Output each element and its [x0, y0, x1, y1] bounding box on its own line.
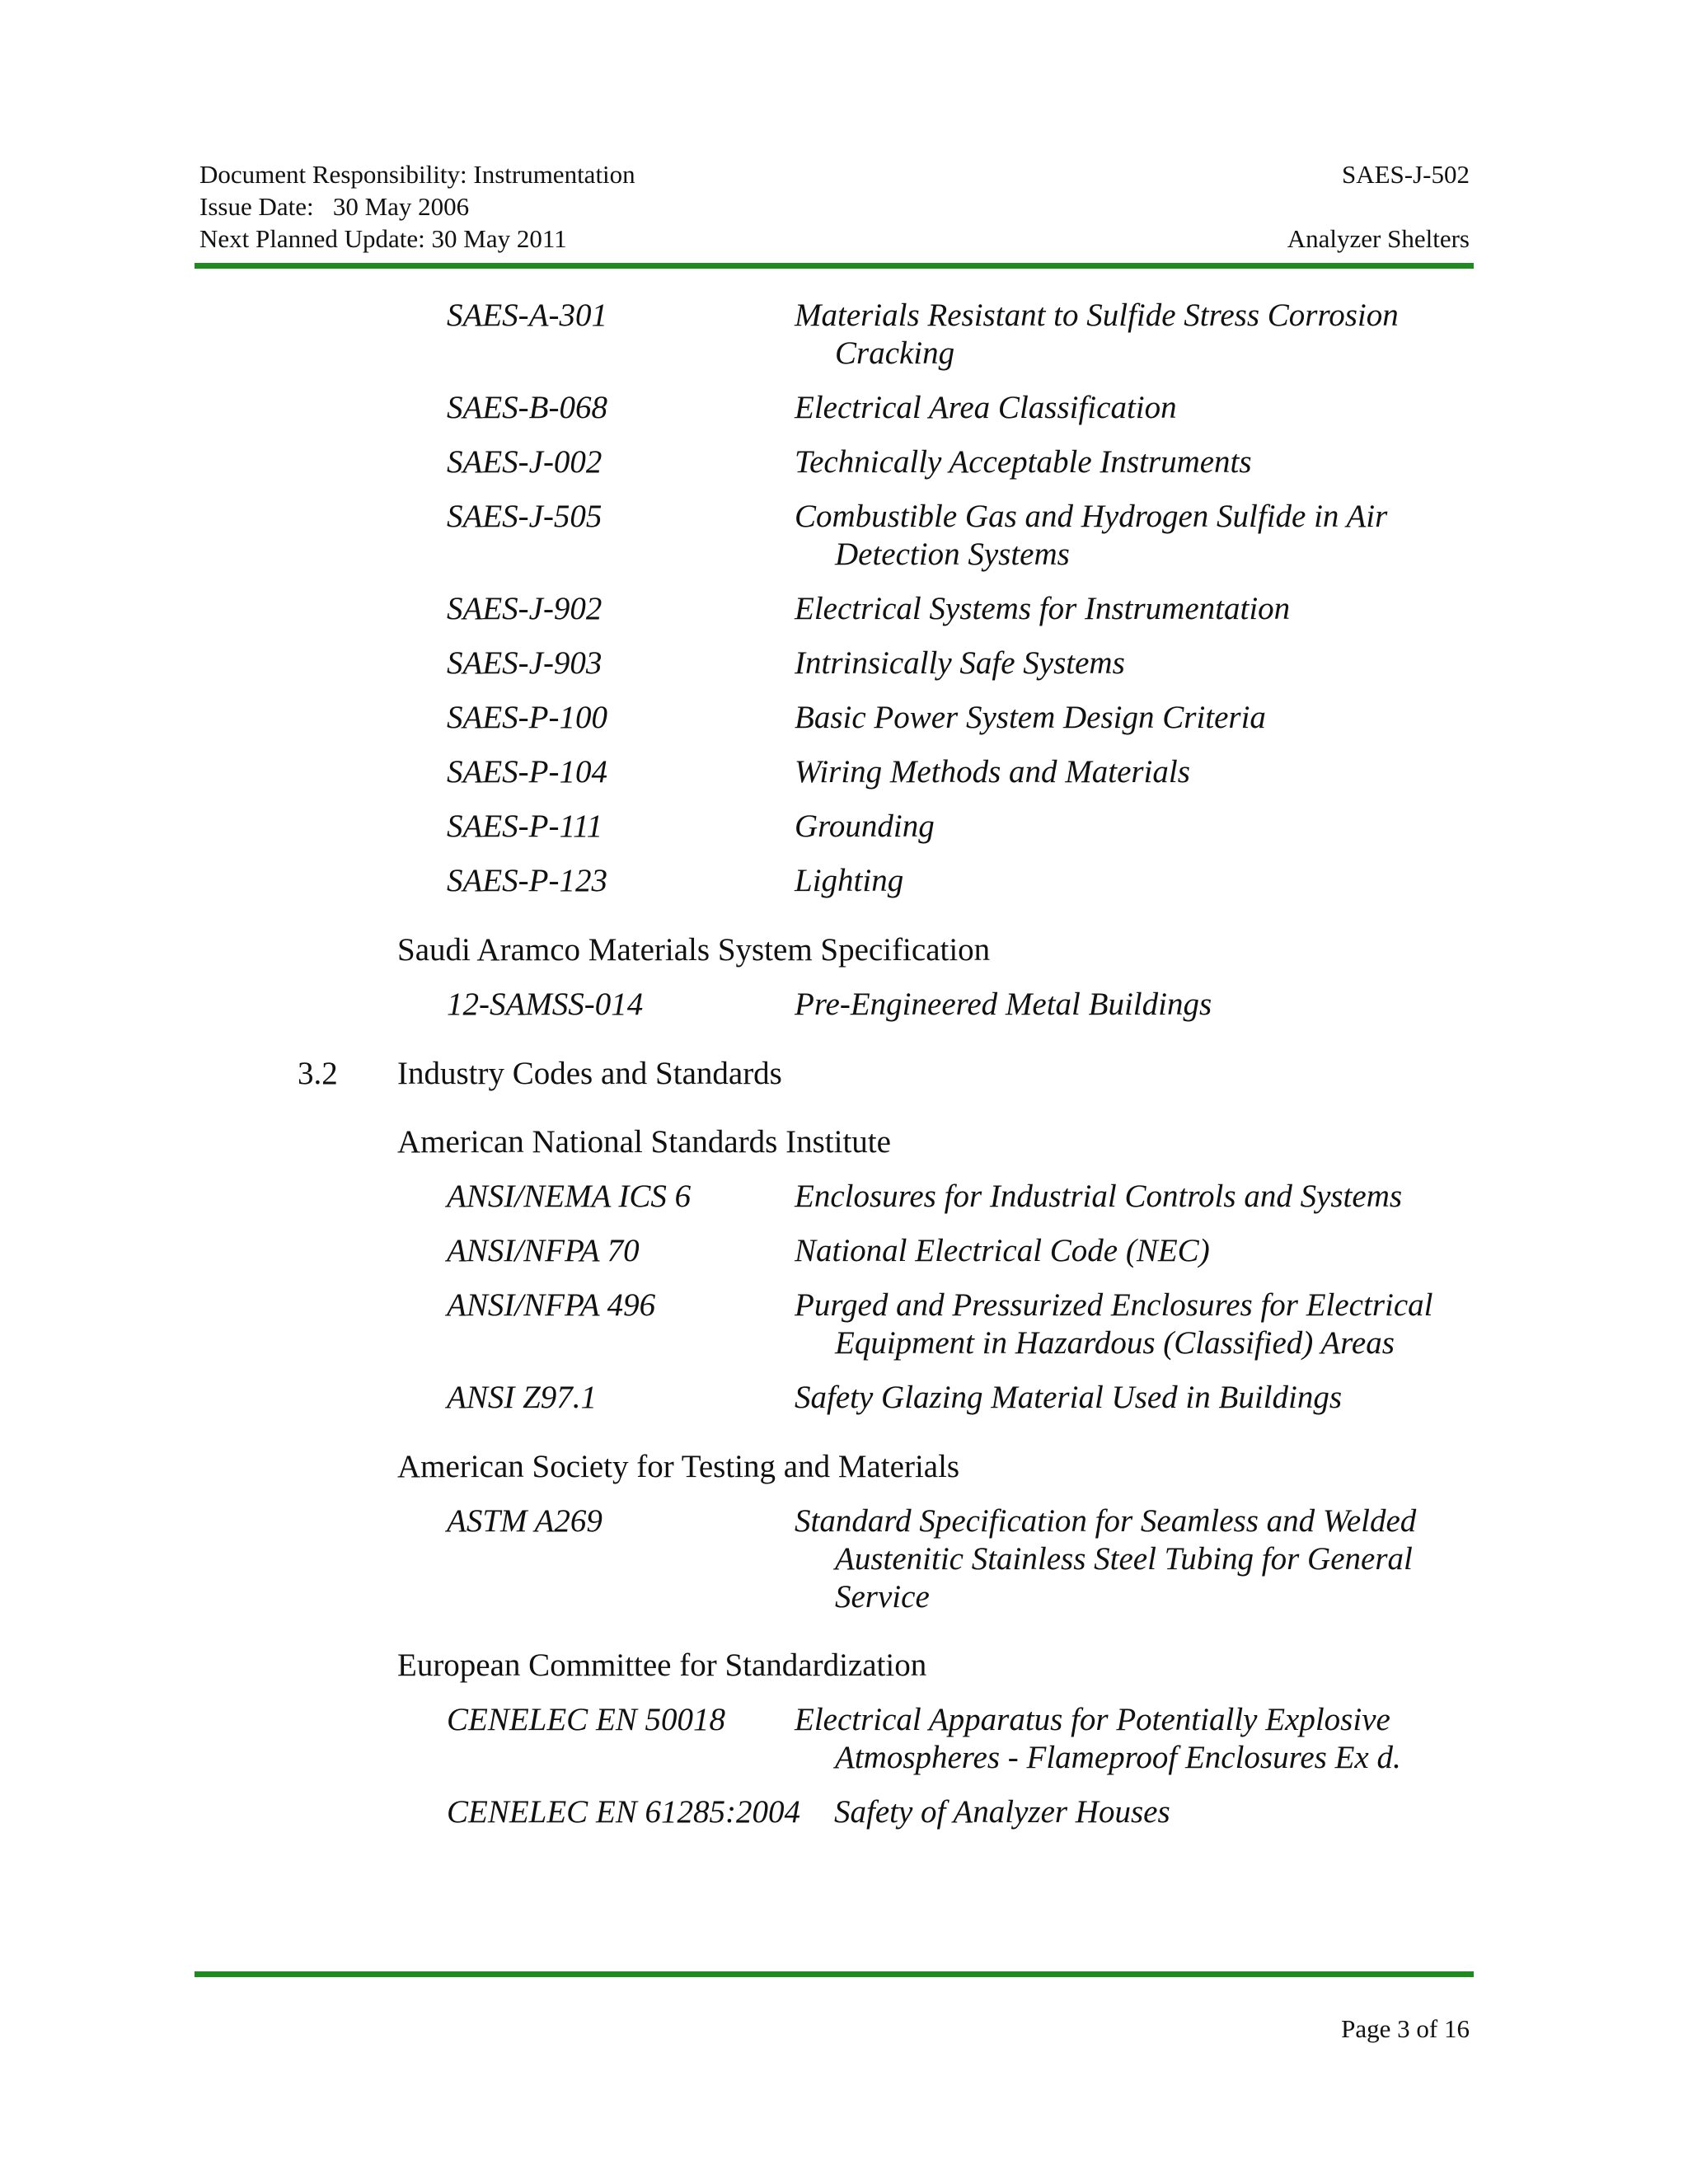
ref-title: Electrical Apparatus for Potentially Explosive Atmospheres - Flameproof Enclosures Ex d.	[795, 1702, 1401, 1775]
section-number: 3.2	[298, 1056, 338, 1091]
document-number: SAES-J-502	[1341, 160, 1470, 189]
ref-code: 12-SAMSS-014	[447, 987, 644, 1022]
ref-code: SAES-P-123	[447, 863, 607, 898]
ref-title: Pre-Engineered Metal Buildings	[795, 987, 1212, 1022]
ref-title: Standard Specification for Seamless and Welded Austenitic Stainless Steel Tubing for General Service	[795, 1503, 1417, 1615]
page-header	[199, 158, 1470, 255]
footer-divider	[195, 1971, 1474, 1977]
ref-title: Wiring Methods and Materials	[795, 754, 1190, 790]
ref-title: Lighting	[795, 863, 904, 898]
ref-code: SAES-A-301	[447, 298, 607, 333]
group-heading: American Society for Testing and Materials	[397, 1449, 960, 1484]
ref-title: Technically Acceptable Instruments	[795, 444, 1252, 480]
ref-code: CENELEC EN 50018	[447, 1702, 726, 1737]
group-heading: European Committee for Standardization	[397, 1647, 927, 1683]
page-number: Page 3 of 16	[1341, 2014, 1470, 2043]
ref-code: SAES-B-068	[447, 390, 607, 425]
ref-code: CENELEC EN 61285:2004	[447, 1794, 801, 1830]
ref-code: ANSI Z97.1	[447, 1380, 598, 1415]
ref-code: SAES-P-100	[447, 700, 607, 735]
document-responsibility: Document Responsibility: Instrumentation	[199, 160, 635, 189]
ref-code: ANSI/NFPA 496	[447, 1287, 656, 1323]
ref-title: Purged and Pressurized Enclosures for Electrical Equipment in Hazardous (Classified) Areas	[795, 1287, 1433, 1361]
ref-code: ANSI/NFPA 70	[447, 1233, 640, 1268]
ref-code: SAES-J-002	[447, 444, 603, 480]
ref-code: SAES-J-902	[447, 591, 603, 626]
ref-title: Safety Glazing Material Used in Buildings	[795, 1380, 1343, 1415]
group-heading: American National Standards Institute	[397, 1124, 891, 1160]
section-title: Industry Codes and Standards	[397, 1056, 782, 1091]
ref-code: SAES-J-505	[447, 499, 603, 534]
ref-code: SAES-J-903	[447, 645, 603, 681]
ref-code: SAES-P-111	[447, 808, 603, 844]
ref-title: Intrinsically Safe Systems	[795, 645, 1125, 681]
ref-title: Enclosures for Industrial Controls and Systems	[795, 1179, 1403, 1214]
next-planned-update: Next Planned Update: 30 May 2011	[199, 224, 567, 253]
ref-title: National Electrical Code (NEC)	[795, 1233, 1210, 1268]
ref-title: Electrical Area Classification	[795, 390, 1177, 425]
ref-title: Grounding	[795, 808, 935, 844]
ref-title: Electrical Systems for Instrumentation	[795, 591, 1291, 626]
ref-title: Safety of Analyzer Houses	[834, 1794, 1170, 1830]
ref-title: Combustible Gas and Hydrogen Sulfide in Air Detection Systems	[795, 499, 1388, 572]
issue-date: Issue Date: 30 May 2006	[199, 192, 470, 221]
ref-title: Materials Resistant to Sulfide Stress Corrosion Cracking	[795, 298, 1399, 371]
ref-title: Basic Power System Design Criteria	[795, 700, 1266, 735]
ref-code: ASTM A269	[447, 1503, 603, 1539]
ref-code: ANSI/NEMA ICS 6	[447, 1179, 692, 1214]
document-title: Analyzer Shelters	[1287, 224, 1470, 253]
header-divider	[195, 263, 1474, 269]
ref-code: SAES-P-104	[447, 754, 607, 790]
group-heading: Saudi Aramco Materials System Specification	[397, 932, 991, 968]
